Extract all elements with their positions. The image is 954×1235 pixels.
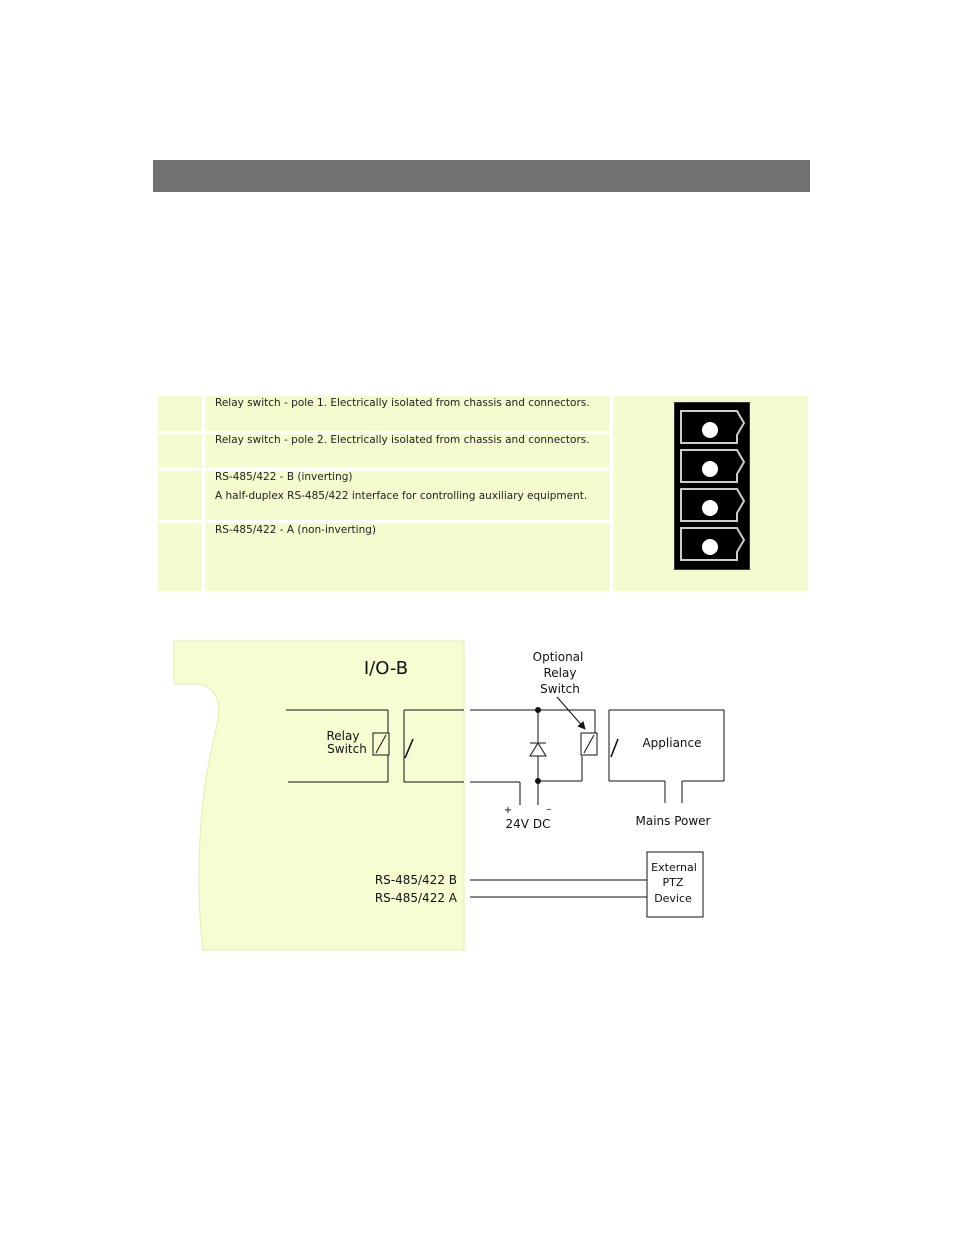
diode-symbol xyxy=(530,743,546,756)
table-row-1-description: Relay switch - pole 1. Electrically isolated from chassis and connectors. xyxy=(215,397,590,409)
mains-power-label: Mains Power xyxy=(635,814,711,828)
rs485-a-label: RS-485/422 A xyxy=(374,891,457,905)
table-row-3-note: A half-duplex RS-485/422 interface for controlling auxiliary equipment. xyxy=(215,490,588,502)
optional-relay-label-line3: Switch xyxy=(540,682,580,696)
optional-relay-arrow xyxy=(557,697,585,729)
optional-relay-label-line2: Relay xyxy=(543,666,577,680)
appliance-label: Appliance xyxy=(642,736,702,750)
optional-relay-label-line1: Optional xyxy=(532,650,584,664)
io-b-title: I/O-B xyxy=(363,658,409,679)
dc-supply-label: 24V DC xyxy=(505,817,551,831)
dc-plus-label: + xyxy=(503,805,513,816)
optional-relay-contact xyxy=(611,739,618,757)
junction-dot xyxy=(535,778,541,784)
dc-minus-label: – xyxy=(546,804,552,815)
rs485-b-label: RS-485/422 B xyxy=(374,873,457,887)
table-row-2-description: Relay switch - pole 2. Electrically isolated from chassis and connectors. xyxy=(215,434,590,446)
relay-label-line2: Switch xyxy=(327,742,367,756)
junction-dot xyxy=(535,707,541,713)
ptz-label-line3: Device xyxy=(654,892,692,905)
relay-label-line1: Relay xyxy=(326,729,360,743)
ptz-label-line1: External xyxy=(651,861,697,874)
table-row-3-description: RS-485/422 - B (inverting) xyxy=(215,471,353,483)
ptz-label-line2: PTZ xyxy=(662,876,684,889)
table-row-4-description: RS-485/422 - A (non-inverting) xyxy=(215,524,376,536)
